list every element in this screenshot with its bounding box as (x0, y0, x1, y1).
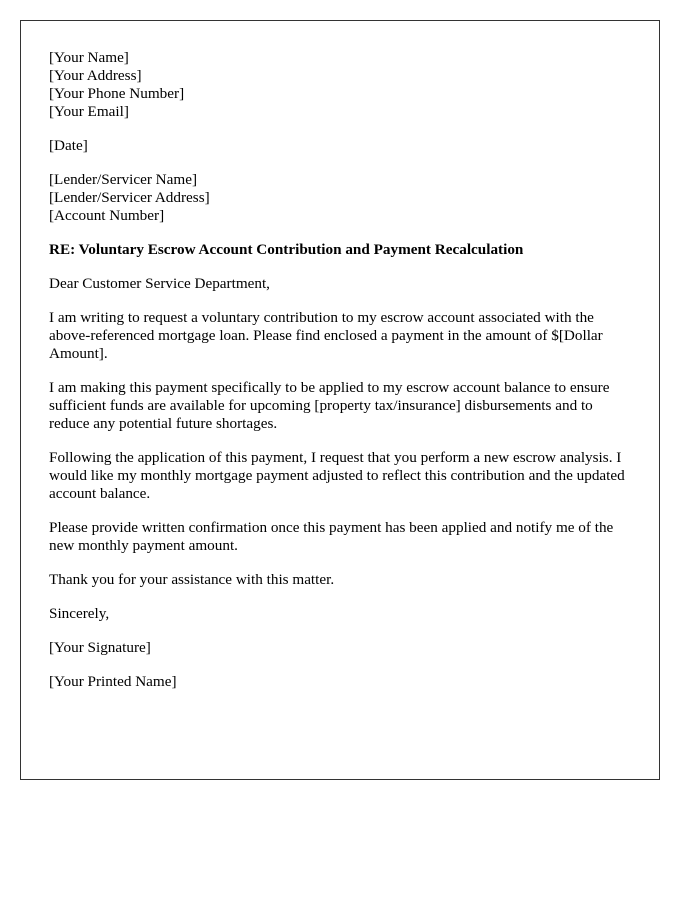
sender-name: [Your Name] (49, 49, 129, 66)
closing: Sincerely, (49, 605, 110, 622)
letter-page (20, 20, 660, 780)
printed-name-placeholder: [Your Printed Name] (49, 673, 177, 690)
recipient-block (49, 171, 631, 225)
recipient-name: [Lender/Servicer Name] (49, 171, 197, 188)
date-block (49, 137, 631, 155)
subject-line: RE: Voluntary Escrow Account Contribution and Payment Recalculation (49, 241, 524, 258)
body-paragraph-1: I am writing to request a voluntary contribution to my escrow account associated with the above-referenced mortgage loan. Please find enclosed a payment in the amount of $[Dollar Amount]. (49, 309, 603, 362)
recipient-address: [Lender/Servicer Address] (49, 189, 210, 206)
account-number: [Account Number] (49, 207, 165, 224)
sender-block (49, 49, 631, 121)
letter-date: [Date] (49, 137, 88, 154)
salutation: Dear Customer Service Department, (49, 275, 270, 292)
body-paragraph-3: Following the application of this payment, I request that you perform a new escrow analysis. I would like my monthly mortgage payment adjusted to reflect this contribution and the updated account balance. (49, 449, 625, 502)
signature-placeholder: [Your Signature] (49, 639, 151, 656)
body-paragraph-5: Thank you for your assistance with this matter. (49, 571, 335, 588)
sender-address: [Your Address] (49, 67, 142, 84)
sender-phone: [Your Phone Number] (49, 85, 185, 102)
body-paragraph-2: I am making this payment specifically to be applied to my escrow account balance to ensure sufficient funds are available for upcoming [property tax/insurance] disbursements and to reduce any potential future shortages. (49, 379, 610, 432)
body-paragraph-4: Please provide written confirmation once this payment has been applied and notify me of the new monthly payment amount. (49, 519, 614, 554)
sender-email: [Your Email] (49, 103, 129, 120)
